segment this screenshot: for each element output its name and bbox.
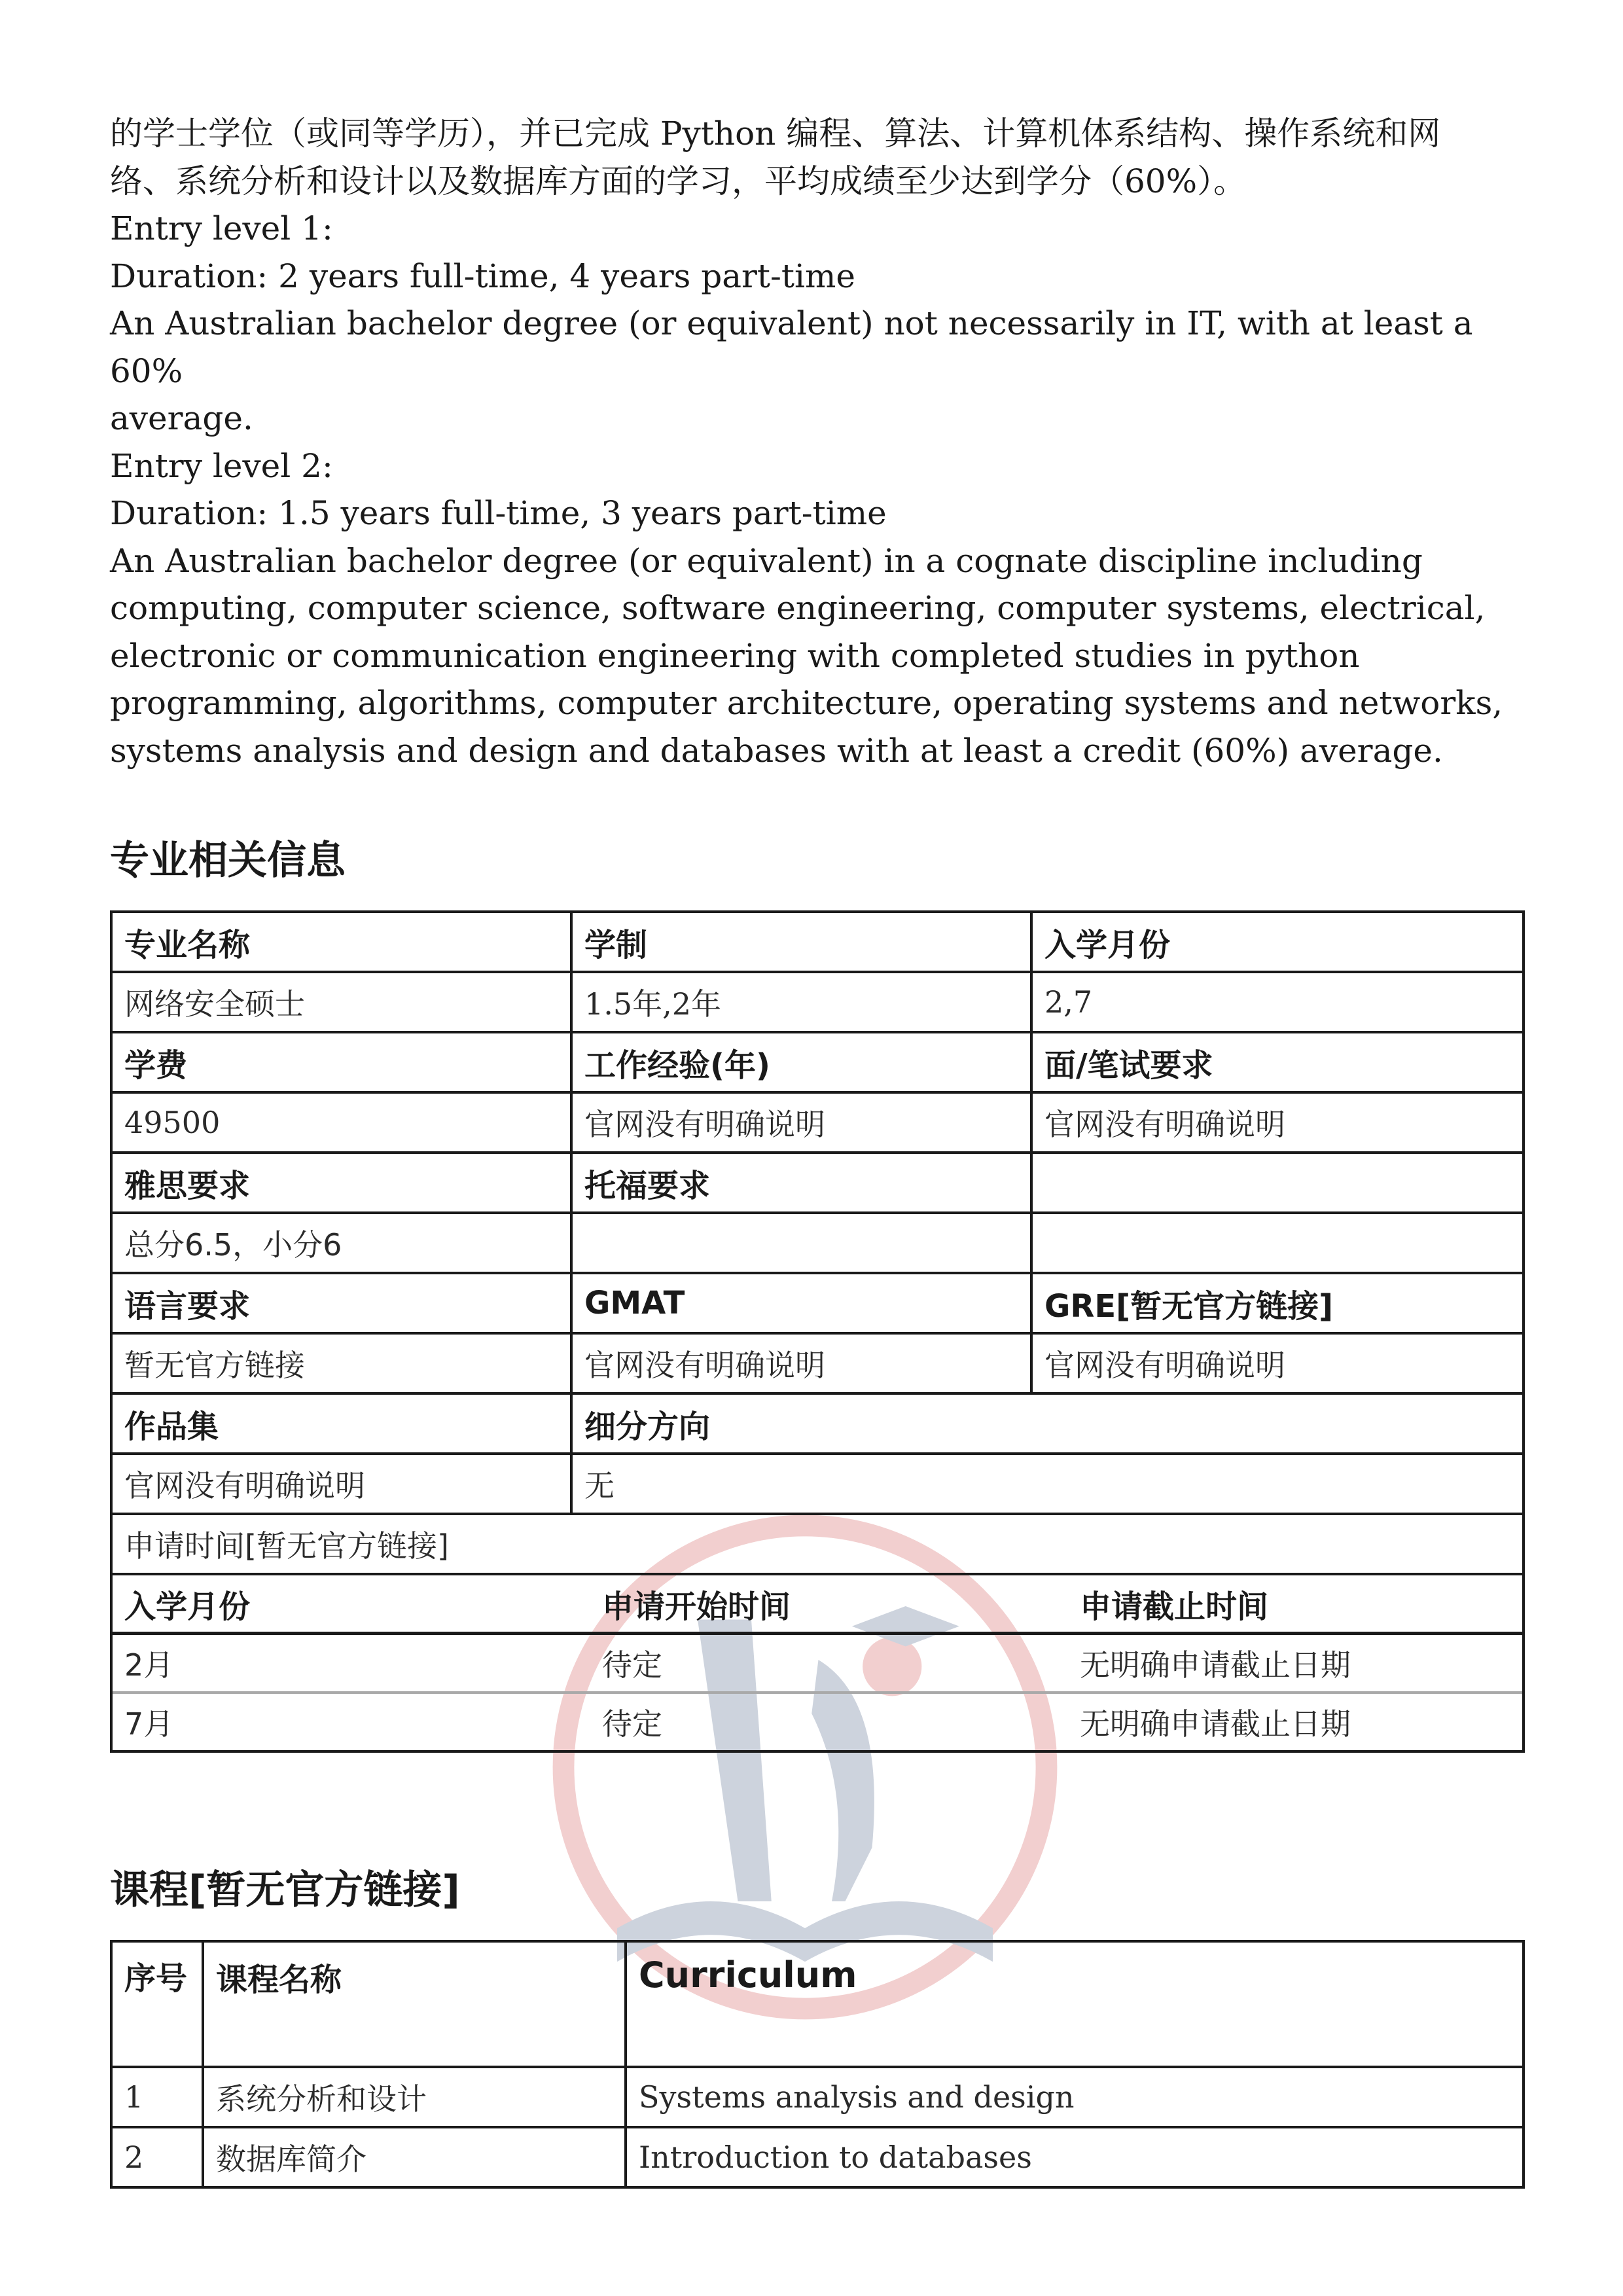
table-header-cell: 工作经验(年) xyxy=(571,1032,1031,1092)
table-cell: 1 xyxy=(111,2067,203,2127)
table-cell: 待定 xyxy=(590,1634,1068,1693)
table-cell: 数据库简介 xyxy=(203,2127,626,2187)
table-cell: 2月 xyxy=(113,1634,590,1693)
table-cell: 官网没有明确说明 xyxy=(571,1333,1031,1393)
table-cell: 2 xyxy=(111,2127,203,2187)
document-page xyxy=(110,110,1522,2189)
table-row xyxy=(111,1273,1524,1333)
table-row xyxy=(111,1032,1524,1092)
intro-line: Duration: 2 years full-time, 4 years part-time xyxy=(110,257,855,295)
table-cell: 待定 xyxy=(602,1706,662,1742)
application-schedule-cell xyxy=(111,1574,1524,1751)
table-header-cell: 托福要求 xyxy=(571,1153,1031,1213)
table-cell: 官网没有明确说明 xyxy=(571,1092,1031,1153)
table-row xyxy=(111,1213,1524,1273)
table-header-cell: 作品集 xyxy=(111,1393,571,1454)
table-header-cell: 申请开始时间 xyxy=(590,1575,1068,1634)
table-row xyxy=(111,1514,1524,1574)
table-header-cell: 课程名称 xyxy=(203,1941,626,2067)
intro-line: 络、系统分析和设计以及数据库方面的学习，平均成绩至少达到学分（60%）。 xyxy=(110,162,1247,200)
table-row xyxy=(111,1941,1524,2067)
course-table xyxy=(110,1940,1525,2189)
intro-line: An Australian bachelor degree (or equivalent) not necessarily in IT, with at least a 60% xyxy=(110,304,1473,390)
intro-line: Duration: 1.5 years full-time, 3 years part-time xyxy=(110,494,887,532)
intro-line: electronic or communication engineering with completed studies in python xyxy=(110,636,1360,675)
intro-line: average. xyxy=(110,399,253,437)
intro-line: systems analysis and design and databases with at least a credit (60%) average. xyxy=(110,731,1443,770)
table-cell: 官网没有明确说明 xyxy=(1031,1333,1524,1393)
application-time-label: 申请时间[暂无官方链接] xyxy=(111,1514,1524,1574)
program-info-table xyxy=(110,910,1525,1753)
intro-line: Entry level 2: xyxy=(110,446,333,485)
table-cell: 49500 xyxy=(111,1092,571,1153)
table-header-cell: 入学月份 xyxy=(113,1575,590,1634)
table-header-cell: GMAT xyxy=(571,1273,1031,1333)
table-header-cell: 专业名称 xyxy=(111,912,571,972)
table-header-cell: 细分方向 xyxy=(571,1393,1524,1454)
intro-line: An Australian bachelor degree (or equivalent) in a cognate discipline including xyxy=(110,541,1423,580)
table-cell: 无 xyxy=(571,1454,1524,1514)
table-cell xyxy=(571,1213,1031,1273)
table-row xyxy=(111,1393,1524,1454)
section-title-program-info: 专业相关信息 xyxy=(110,838,346,884)
table-row xyxy=(111,1333,1524,1393)
table-row xyxy=(111,2067,1524,2127)
intro-line: Entry level 1: xyxy=(110,209,333,247)
table-cell: 总分6.5，小分6 xyxy=(111,1213,571,1273)
intro-text xyxy=(110,110,1522,774)
table-cell: Introduction to databases xyxy=(626,2127,1524,2187)
table-row xyxy=(111,1454,1524,1514)
table-row xyxy=(111,1153,1524,1213)
table-cell: 2,7 xyxy=(1031,972,1524,1032)
table-header-cell: 申请截止时间 xyxy=(1068,1575,1524,1634)
table-cell: 系统分析和设计 xyxy=(203,2067,626,2127)
application-schedule-table xyxy=(113,1575,1524,1750)
table-row xyxy=(111,2127,1524,2187)
table-header-cell: 语言要求 xyxy=(111,1273,571,1333)
table-header-cell: GRE[暂无官方链接] xyxy=(1031,1273,1524,1333)
section-title-courses: 课程[暂无官方链接] xyxy=(110,1867,460,1913)
table-header-cell: 序号 xyxy=(111,1941,203,2067)
table-cell: 7月 xyxy=(124,1706,174,1742)
table-cell: 官网没有明确说明 xyxy=(1031,1092,1524,1153)
table-cell: 无明确申请截止日期 xyxy=(1068,1634,1524,1693)
intro-line: 的学士学位（或同等学历），并已完成 Python 编程、算法、计算机体系结构、操作系统和网 xyxy=(110,115,1441,152)
table-header-cell: Curriculum xyxy=(626,1941,1524,2067)
table-cell: 官网没有明确说明 xyxy=(111,1454,571,1514)
table-row xyxy=(113,1634,1524,1693)
table-row xyxy=(111,972,1524,1032)
table-cell: 暂无官方链接 xyxy=(111,1333,571,1393)
table-cell: 网络安全硕士 xyxy=(111,972,571,1032)
table-cell xyxy=(1031,1213,1524,1273)
intro-line: programming, algorithms, computer architecture, operating systems and networks, xyxy=(110,684,1503,722)
table-cell: 1.5年,2年 xyxy=(571,972,1031,1032)
table-row xyxy=(111,1574,1524,1751)
table-row xyxy=(111,912,1524,972)
table-header-cell xyxy=(1031,1153,1524,1213)
table-cell: Systems analysis and design xyxy=(626,2067,1524,2127)
intro-line: computing, computer science, software engineering, computer systems, electrical, xyxy=(110,589,1486,627)
table-header-cell: 面/笔试要求 xyxy=(1031,1032,1524,1092)
table-header-cell: 入学月份 xyxy=(1031,912,1524,972)
table-header-cell: 学制 xyxy=(571,912,1031,972)
table-header-cell: 雅思要求 xyxy=(111,1153,571,1213)
table-header-cell: 学费 xyxy=(111,1032,571,1092)
table-row xyxy=(113,1693,1524,1750)
table-cell: 无明确申请截止日期 xyxy=(1080,1706,1351,1742)
table-row xyxy=(113,1575,1524,1634)
table-row xyxy=(111,1092,1524,1153)
